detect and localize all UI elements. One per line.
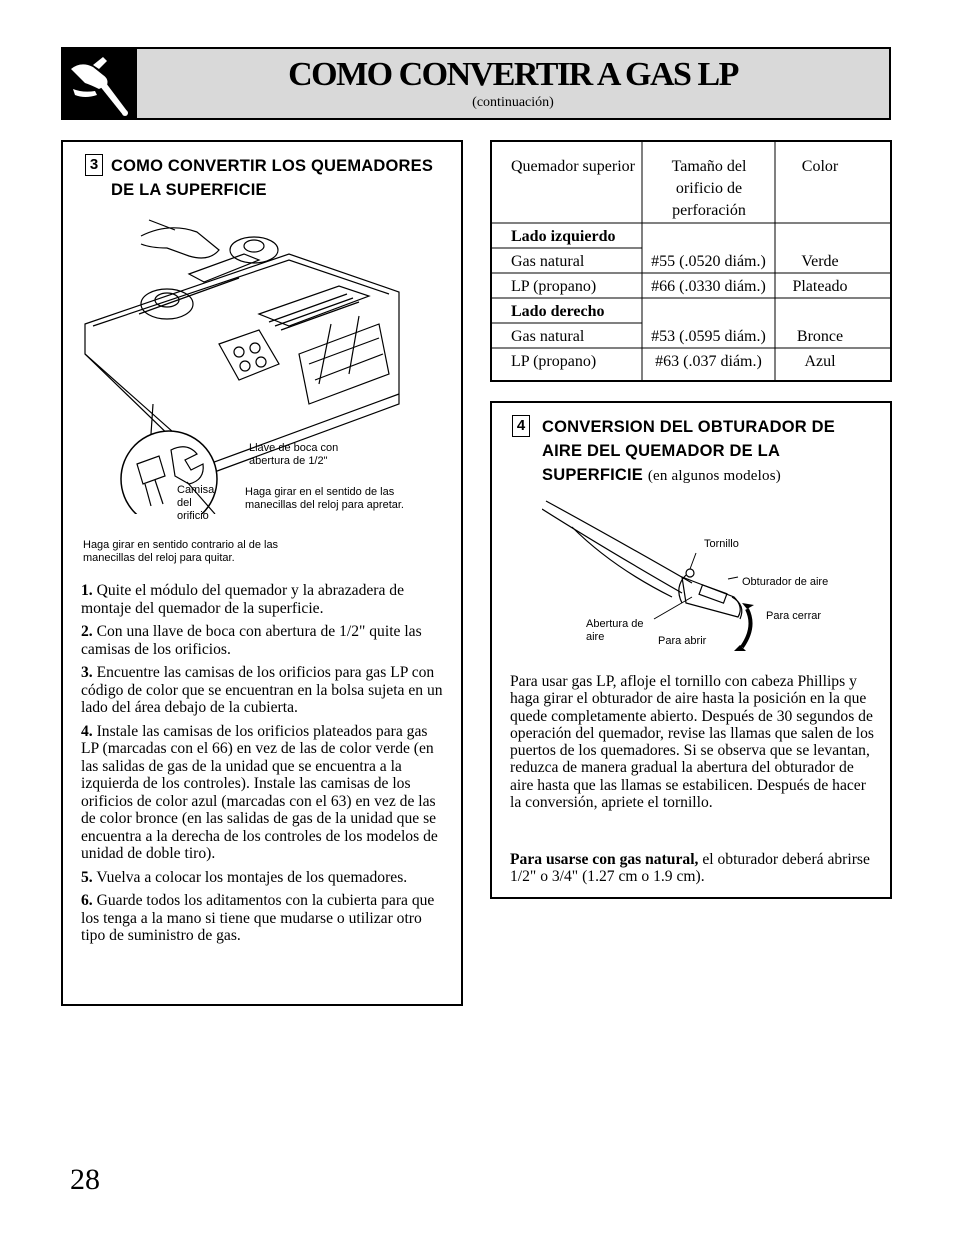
table-cell-size: #53 (.0595 diám.): [651, 328, 766, 345]
table-cell-size: #66 (.0330 diám.): [651, 278, 766, 295]
heading-note: (en algunos modelos): [647, 468, 781, 484]
lp-instructions: Para usar gas LP, afloje el tornillo con cabeza Phillips y haga girar el obturador de aire hasta la posición en la que quede completamente abierto. Después de 30 segundos de operación del quemador, revise las llamas que salen de los puertos de los quemadores. Si se observa que se levantan, reduzca de manera gradual la abertura del obturador de aire hasta que las llamas se estabilicen. Después de hacer la conversión, apriete el tornillo.: [510, 673, 874, 812]
orifice-table: [490, 140, 892, 382]
table-cell-type: LP (propano): [511, 278, 597, 295]
instruction-steps: [81, 582, 447, 951]
cooktop-burner-illustration: [79, 214, 449, 514]
section-air-shutter: [490, 401, 892, 899]
step-item: 5. Vuelva a colocar los montajes de los quemadores.: [81, 868, 408, 886]
air-opening-label: Abertura de aire: [586, 618, 644, 643]
table-cell-color: Azul: [804, 353, 836, 370]
header-burner: Quemador superior: [511, 158, 635, 175]
section-heading-line: DE LA SUPERFICIE: [111, 181, 267, 199]
table-cell-size: #55 (.0520 diám.): [651, 253, 766, 270]
step-number-badge: 4: [512, 415, 530, 437]
air-shutter-label: Obturador de aire: [742, 576, 829, 588]
group-label-left: Lado izquierdo: [511, 228, 616, 245]
clockwise-note: Haga girar en el sentido de las manecillas del reloj para apretar.: [245, 486, 404, 511]
table-cell-type: Gas natural: [511, 328, 585, 345]
wrench-label: Llave de boca con abertura de 1/2": [249, 442, 339, 467]
natural-gas-instructions: Para usarse con gas natural, el obturador deberá abrirse 1/2" o 3/4" (1.27 cm o 1.9 cm).: [510, 851, 870, 886]
hand-wrench-icon: [63, 49, 137, 118]
page-number: 28: [70, 1163, 100, 1196]
section-heading-line: AIRE DEL QUEMADOR DE LA: [542, 442, 781, 460]
step-item: 4. Instale las camisas de los orificios plateados para gas LP (marcadas con el 66) en vez de las de color verde (en las salidas de gas de la unidad que se encuentra a la izquierda de los controles). Instale las camisas de los orificios de color azul (marcadas con el 63) en vez de las de color bronce (en las salidas de gas de la unidad que se encuentra a la derecha de los controles de los modelos de unidad de doble tiro).: [81, 722, 438, 862]
screw-label: Tornillo: [704, 538, 739, 550]
open-label: Para abrir: [658, 635, 707, 647]
header-orifice-size: Tamaño del orificio de perforación: [671, 158, 747, 219]
section-heading-line: SUPERFICIE (en algunos modelos): [542, 466, 781, 484]
table-cell-color: Plateado: [792, 278, 848, 295]
section-heading-line: CONVERSION DEL OBTURADOR DE: [542, 418, 835, 436]
section-heading: [111, 154, 451, 202]
section-burner-conversion: [61, 140, 463, 1006]
section-heading-line: COMO CONVERTIR LOS QUEMADORES: [111, 157, 434, 175]
step-item: 2. Con una llave de boca con abertura de 1/2" quite las camisas de los orificios.: [81, 623, 422, 658]
table-cell-size: #63 (.037 diám.): [655, 353, 762, 370]
group-label-right: Lado derecho: [511, 303, 605, 320]
page-subtitle: (continuación): [472, 95, 554, 110]
table-cell-color: Bronce: [796, 328, 844, 345]
table-cell-color: Verde: [801, 253, 839, 270]
step-item: 1. Quite el módulo del quemador y la abrazadera de montaje del quemador de la superficie.: [81, 582, 405, 617]
table-cell-type: LP (propano): [511, 353, 597, 370]
close-label: Para cerrar: [766, 610, 822, 622]
step-number-badge: 3: [85, 154, 103, 176]
page-title: COMO CONVERTIR A GAS LP: [288, 56, 738, 93]
step-item: 3. Encuentre las camisas de los orificios para gas LP con código de color que se encuentran en la bolsa sujeta en un lado del área debajo de la cubierta.: [81, 664, 443, 716]
counterclockwise-note: Haga girar en sentido contrario al de las manecillas del reloj para quitar.: [83, 539, 279, 564]
section-heading: [542, 415, 882, 488]
title-area: [137, 49, 889, 118]
step-item: 6. Guarde todos los aditamentos con la cubierta para que los tenga a la mano si tiene que mudarse o utilizar otro tipo de suministro de gas.: [81, 892, 435, 944]
page-header: [61, 47, 891, 120]
header-color: Color: [801, 158, 839, 175]
orifice-sleeve-label: Camisa del orificio: [177, 484, 215, 522]
table-cell-type: Gas natural: [511, 253, 585, 270]
